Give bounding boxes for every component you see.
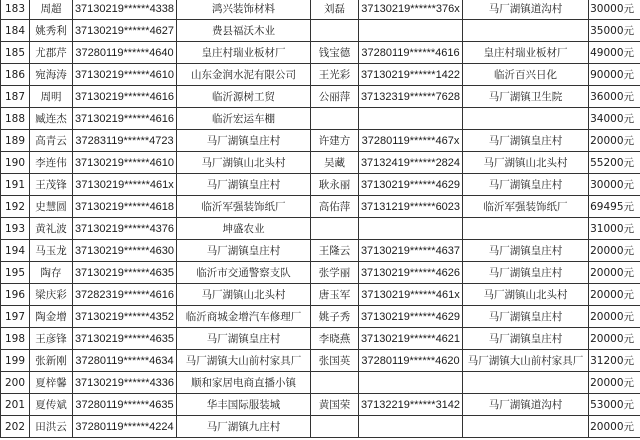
spouse-employer-cell: 马厂湖镇道沟村	[463, 394, 589, 416]
spouse-id-cell: 37280119******4616	[359, 42, 463, 64]
borrower-name-cell: 姚秀利	[30, 20, 73, 42]
borrower-name-cell: 马玉龙	[30, 240, 73, 262]
spouse-id-cell: 37130219******4629	[359, 174, 463, 196]
loan-amount-cell: 20000元	[589, 240, 640, 262]
loan-amount-cell: 53000元	[589, 394, 640, 416]
borrower-employer-cell: 华丰国际服装城	[177, 394, 311, 416]
spouse-name-cell	[311, 416, 359, 438]
spouse-name-cell: 唐玉军	[311, 284, 359, 306]
spouse-employer-cell: 马厂湖镇道沟村	[463, 0, 589, 20]
row-number-cell: 195	[1, 262, 30, 284]
table-row	[1, 306, 640, 328]
spouse-employer-cell: 马厂湖镇皇庄村	[463, 130, 589, 152]
row-number-cell: 183	[1, 0, 30, 20]
row-number-cell: 193	[1, 218, 30, 240]
table-row	[1, 20, 640, 42]
spouse-employer-cell	[463, 218, 589, 240]
loan-amount-cell: 31200元	[589, 350, 640, 372]
borrower-employer-cell: 临沂源树工贸	[177, 86, 311, 108]
borrower-id-cell: 37130219******4352	[73, 306, 177, 328]
spouse-id-cell	[359, 372, 463, 394]
spouse-employer-cell: 临沂百兴日化	[463, 64, 589, 86]
spouse-employer-cell: 马厂湖镇山北头村	[463, 152, 589, 174]
spouse-employer-cell: 马厂湖镇皇庄村	[463, 328, 589, 350]
spouse-id-cell: 37130219******4637	[359, 240, 463, 262]
borrower-id-cell: 37280119******4224	[73, 416, 177, 438]
borrower-employer-cell: 马厂湖镇九庄村	[177, 416, 311, 438]
table-row	[1, 152, 640, 174]
loan-amount-cell: 69495元	[589, 196, 640, 218]
row-number-cell: 202	[1, 416, 30, 438]
table-row	[1, 372, 640, 394]
spouse-employer-cell: 临沂军强装饰纸厂	[463, 196, 589, 218]
spouse-name-cell: 公丽萍	[311, 86, 359, 108]
table-row	[1, 0, 640, 20]
borrower-id-cell: 37130219******4627	[73, 20, 177, 42]
spouse-id-cell: 37131219******6023	[359, 196, 463, 218]
spouse-name-cell	[311, 218, 359, 240]
spouse-employer-cell: 马厂湖镇卫生院	[463, 86, 589, 108]
spouse-name-cell: 王隆云	[311, 240, 359, 262]
borrower-name-cell: 王茂锋	[30, 174, 73, 196]
spouse-name-cell: 黄国荣	[311, 394, 359, 416]
spouse-employer-cell: 马厂湖镇大山前村家具厂	[463, 350, 589, 372]
spouse-name-cell	[311, 108, 359, 130]
spouse-id-cell: 37280119******467x	[359, 130, 463, 152]
table-row	[1, 284, 640, 306]
table-row	[1, 328, 640, 350]
spouse-employer-cell	[463, 372, 589, 394]
borrower-employer-cell: 坤盛农业	[177, 218, 311, 240]
borrower-id-cell: 37280119******4635	[73, 394, 177, 416]
spouse-employer-cell	[463, 108, 589, 130]
table-body	[1, 0, 640, 438]
borrower-employer-cell: 马厂湖镇皇庄村	[177, 174, 311, 196]
table-row	[1, 108, 640, 130]
loan-amount-cell: 30000元	[589, 0, 640, 20]
borrower-employer-cell: 马厂湖镇皇庄村	[177, 328, 311, 350]
spouse-employer-cell: 马厂湖镇皇庄村	[463, 262, 589, 284]
spouse-id-cell: 37280119******4620	[359, 350, 463, 372]
borrower-employer-cell: 临沂军强装饰纸厂	[177, 196, 311, 218]
row-number-cell: 187	[1, 86, 30, 108]
spouse-id-cell: 37130219******376x	[359, 0, 463, 20]
table-row	[1, 350, 640, 372]
borrower-name-cell: 周明	[30, 86, 73, 108]
spouse-id-cell	[359, 108, 463, 130]
spouse-employer-cell: 马厂湖镇皇庄村	[463, 306, 589, 328]
borrower-id-cell: 37280119******4640	[73, 42, 177, 64]
row-number-cell: 191	[1, 174, 30, 196]
loan-amount-cell: 49000元	[589, 42, 640, 64]
spouse-id-cell	[359, 218, 463, 240]
borrower-name-cell: 尤郡芹	[30, 42, 73, 64]
row-number-cell: 185	[1, 42, 30, 64]
borrower-name-cell: 史慧圆	[30, 196, 73, 218]
borrower-id-cell: 37283119******4723	[73, 130, 177, 152]
row-number-cell: 200	[1, 372, 30, 394]
borrower-id-cell: 37130219******4630	[73, 240, 177, 262]
row-number-cell: 199	[1, 350, 30, 372]
borrower-name-cell: 夏梓馨	[30, 372, 73, 394]
loan-amount-cell: 30000元	[589, 174, 640, 196]
spouse-name-cell: 张学丽	[311, 262, 359, 284]
row-number-cell: 189	[1, 130, 30, 152]
loan-amount-cell: 36000元	[589, 86, 640, 108]
borrower-employer-cell: 临沂市交通警察支队	[177, 262, 311, 284]
borrower-employer-cell: 马厂湖镇皇庄村	[177, 240, 311, 262]
borrower-name-cell: 周超	[30, 0, 73, 20]
borrower-id-cell: 37130219******4635	[73, 328, 177, 350]
table-row	[1, 174, 640, 196]
table-row	[1, 64, 640, 86]
spouse-name-cell: 高佑萍	[311, 196, 359, 218]
spouse-employer-cell: 马厂湖镇皇庄村	[463, 240, 589, 262]
spouse-name-cell: 张国英	[311, 350, 359, 372]
spouse-id-cell: 37130219******1422	[359, 64, 463, 86]
spouse-name-cell: 王光彩	[311, 64, 359, 86]
spouse-name-cell: 耿永丽	[311, 174, 359, 196]
loan-amount-cell: 55200元	[589, 152, 640, 174]
borrower-id-cell: 37130219******4338	[73, 0, 177, 20]
spouse-name-cell	[311, 372, 359, 394]
spouse-employer-cell: 马厂湖镇皇庄村	[463, 174, 589, 196]
row-number-cell: 186	[1, 64, 30, 86]
spouse-id-cell: 37130219******4629	[359, 306, 463, 328]
row-number-cell: 194	[1, 240, 30, 262]
borrower-id-cell: 37130219******4376	[73, 218, 177, 240]
borrower-name-cell: 张新刚	[30, 350, 73, 372]
row-number-cell: 184	[1, 20, 30, 42]
spouse-employer-cell	[463, 416, 589, 438]
spouse-id-cell: 37130219******461x	[359, 284, 463, 306]
table-row	[1, 130, 640, 152]
borrower-name-cell: 李连伟	[30, 152, 73, 174]
row-number-cell: 196	[1, 284, 30, 306]
borrower-name-cell: 黄礼波	[30, 218, 73, 240]
borrower-employer-cell: 临沂商城金增汽车修理厂	[177, 306, 311, 328]
spouse-id-cell	[359, 416, 463, 438]
borrower-id-cell: 37130219******4336	[73, 372, 177, 394]
borrower-employer-cell: 临沂宏运车棚	[177, 108, 311, 130]
borrower-name-cell: 王彦锋	[30, 328, 73, 350]
spouse-employer-cell	[463, 20, 589, 42]
loan-amount-cell: 20000元	[589, 416, 640, 438]
borrower-employer-cell: 皇庄村瑞业板材厂	[177, 42, 311, 64]
table-row	[1, 394, 640, 416]
spouse-employer-cell: 皇庄村瑞业板材厂	[463, 42, 589, 64]
borrower-id-cell: 37130219******461x	[73, 174, 177, 196]
borrower-id-cell: 37130219******4616	[73, 108, 177, 130]
spouse-employer-cell: 马厂湖镇山北头村	[463, 284, 589, 306]
row-number-cell: 197	[1, 306, 30, 328]
borrower-name-cell: 田洪云	[30, 416, 73, 438]
loan-amount-cell: 20000元	[589, 130, 640, 152]
borrower-employer-cell: 鸿兴装饰材料	[177, 0, 311, 20]
row-number-cell: 192	[1, 196, 30, 218]
borrower-name-cell: 高青云	[30, 130, 73, 152]
loan-amount-cell: 31000元	[589, 218, 640, 240]
borrower-employer-cell: 费县福沃木业	[177, 20, 311, 42]
spouse-id-cell	[359, 20, 463, 42]
spouse-name-cell	[311, 20, 359, 42]
loan-amount-cell: 90000元	[589, 64, 640, 86]
table-row	[1, 196, 640, 218]
row-number-cell: 188	[1, 108, 30, 130]
spouse-id-cell: 37130219******4621	[359, 328, 463, 350]
borrower-employer-cell: 马厂湖镇大山前村家具厂	[177, 350, 311, 372]
table-row	[1, 240, 640, 262]
spouse-id-cell: 37130219******4626	[359, 262, 463, 284]
spouse-id-cell: 37132219******3142	[359, 394, 463, 416]
spouse-name-cell: 李晓燕	[311, 328, 359, 350]
table-row	[1, 86, 640, 108]
spouse-name-cell: 许建方	[311, 130, 359, 152]
spouse-name-cell: 钱宝德	[311, 42, 359, 64]
borrower-name-cell: 梁庆彩	[30, 284, 73, 306]
loan-amount-cell: 20000元	[589, 328, 640, 350]
loan-amount-cell: 20000元	[589, 372, 640, 394]
table-row	[1, 218, 640, 240]
borrower-employer-cell: 马厂湖镇山北头村	[177, 284, 311, 306]
loan-amount-cell: 35000元	[589, 20, 640, 42]
borrower-id-cell: 37130219******4610	[73, 152, 177, 174]
row-number-cell: 198	[1, 328, 30, 350]
borrower-id-cell: 37130219******4618	[73, 196, 177, 218]
borrower-name-cell: 臧连杰	[30, 108, 73, 130]
borrower-employer-cell: 顺和家居电商直播小镇	[177, 372, 311, 394]
loan-amount-cell: 20000元	[589, 284, 640, 306]
borrower-employer-cell: 马厂湖镇皇庄村	[177, 130, 311, 152]
table-row	[1, 416, 640, 438]
loan-amount-cell: 34000元	[589, 108, 640, 130]
table-row	[1, 262, 640, 284]
spouse-id-cell: 37132419******2824	[359, 152, 463, 174]
borrower-id-cell: 37130219******4616	[73, 86, 177, 108]
borrower-id-cell: 37130219******4610	[73, 64, 177, 86]
spouse-name-cell: 姚子秀	[311, 306, 359, 328]
borrower-id-cell: 37282319******4616	[73, 284, 177, 306]
borrower-employer-cell: 马厂湖镇山北头村	[177, 152, 311, 174]
borrower-name-cell: 宛海涛	[30, 64, 73, 86]
borrower-name-cell: 陶金增	[30, 306, 73, 328]
loan-amount-cell: 20000元	[589, 306, 640, 328]
spouse-id-cell: 37132319******7628	[359, 86, 463, 108]
spouse-name-cell: 刘磊	[311, 0, 359, 20]
spouse-name-cell: 吴藏	[311, 152, 359, 174]
borrower-employer-cell: 山东金润水泥有限公司	[177, 64, 311, 86]
borrower-id-cell: 37280119******4634	[73, 350, 177, 372]
row-number-cell: 190	[1, 152, 30, 174]
loan-amount-cell: 20000元	[589, 262, 640, 284]
borrower-id-cell: 37130219******4635	[73, 262, 177, 284]
borrower-name-cell: 陶存	[30, 262, 73, 284]
row-number-cell: 201	[1, 394, 30, 416]
table-row	[1, 42, 640, 64]
borrower-name-cell: 夏传斌	[30, 394, 73, 416]
